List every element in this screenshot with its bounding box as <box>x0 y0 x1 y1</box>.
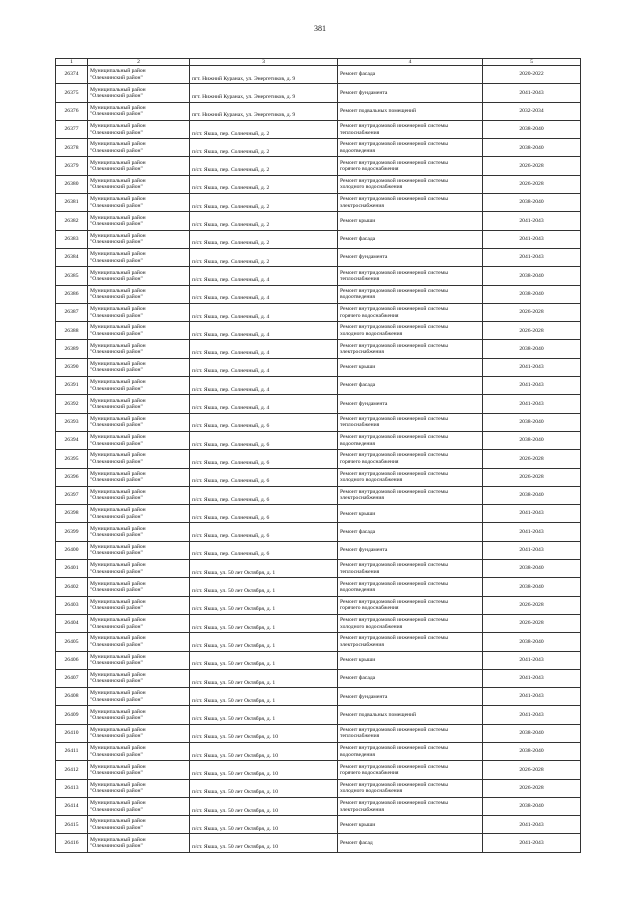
work-type-cell: Ремонт крыши <box>338 358 483 376</box>
period-cell: 2038-2040 <box>483 431 581 449</box>
period-cell: 2038-2040 <box>483 560 581 578</box>
row-number-cell: 26377 <box>56 120 88 138</box>
table-row <box>56 322 581 340</box>
district-cell: Муниципальный район "Олекминский район" <box>88 303 190 321</box>
district-cell: Муниципальный район "Олекминский район" <box>88 120 190 138</box>
row-number-cell: 26404 <box>56 614 88 632</box>
period-cell: 2026-2028 <box>483 450 581 468</box>
district-cell: Муниципальный район "Олекминский район" <box>88 157 190 175</box>
district-cell: Муниципальный район "Олекминский район" <box>88 450 190 468</box>
period-cell: 2038-2040 <box>483 724 581 742</box>
row-number-cell: 26385 <box>56 267 88 285</box>
address-cell: п/ст. Якша, ул. 50 лет Октября, д. 1 <box>190 633 338 651</box>
header-col-3: 3 <box>190 59 338 66</box>
work-type-cell: Ремонт фасада <box>338 230 483 248</box>
table-row <box>56 450 581 468</box>
row-number-cell: 26410 <box>56 724 88 742</box>
district-cell: Муниципальный район "Олекминский район" <box>88 560 190 578</box>
table-row <box>56 139 581 157</box>
table-row <box>56 761 581 779</box>
work-type-cell: Ремонт фундамента <box>338 541 483 559</box>
district-cell: Муниципальный район "Олекминский район" <box>88 102 190 120</box>
address-cell: п/ст. Якша, ул. 50 лет Октября, д. 1 <box>190 651 338 669</box>
district-cell: Муниципальный район "Олекминский район" <box>88 596 190 614</box>
period-cell: 2026-2028 <box>483 303 581 321</box>
work-type-cell: Ремонт внутридомовой инженерной системы электроснабжения <box>338 797 483 815</box>
period-cell: 2038-2040 <box>483 797 581 815</box>
table-row <box>56 102 581 120</box>
row-number-cell: 26412 <box>56 761 88 779</box>
address-cell: п/ст. Якша, пер. Солнечный, д. 2 <box>190 230 338 248</box>
address-cell: п/ст. Якша, пер. Солнечный, д. 4 <box>190 285 338 303</box>
period-cell: 2041-2043 <box>483 541 581 559</box>
address-cell: п/ст. Якша, ул. 50 лет Октября, д. 10 <box>190 816 338 834</box>
district-cell: Муниципальный район "Олекминский район" <box>88 194 190 212</box>
period-cell: 2041-2043 <box>483 358 581 376</box>
district-cell: Муниципальный район "Олекминский район" <box>88 212 190 230</box>
period-cell: 2038-2040 <box>483 285 581 303</box>
row-number-cell: 26402 <box>56 578 88 596</box>
table-row <box>56 431 581 449</box>
address-cell: п/ст. Якша, пер. Солнечный, д. 2 <box>190 157 338 175</box>
row-number-cell: 26397 <box>56 486 88 504</box>
period-cell: 2041-2043 <box>483 688 581 706</box>
work-type-cell: Ремонт фундамента <box>338 395 483 413</box>
period-cell: 2041-2043 <box>483 230 581 248</box>
row-number-cell: 26375 <box>56 84 88 102</box>
work-type-cell: Ремонт внутридомовой инженерной системы горячего водоснабжения <box>338 303 483 321</box>
period-cell: 2038-2040 <box>483 633 581 651</box>
table-row <box>56 358 581 376</box>
table-row <box>56 706 581 724</box>
row-number-cell: 26395 <box>56 450 88 468</box>
address-cell: п/ст. Якша, пер. Солнечный, д. 4 <box>190 322 338 340</box>
table-row <box>56 377 581 395</box>
period-cell: 2041-2043 <box>483 248 581 266</box>
period-cell: 2041-2043 <box>483 377 581 395</box>
address-cell: п/ст. Якша, ул. 50 лет Октября, д. 10 <box>190 834 338 852</box>
table-row <box>56 724 581 742</box>
address-cell: п/ст. Якша, пер. Солнечный, д. 6 <box>190 450 338 468</box>
table-row <box>56 395 581 413</box>
address-cell: п/ст. Якша, пер. Солнечный, д. 6 <box>190 413 338 431</box>
row-number-cell: 26374 <box>56 66 88 84</box>
table-row <box>56 505 581 523</box>
row-number-cell: 26381 <box>56 194 88 212</box>
work-type-cell: Ремонт фасада <box>338 66 483 84</box>
row-number-cell: 26394 <box>56 431 88 449</box>
period-cell: 2026-2028 <box>483 322 581 340</box>
district-cell: Муниципальный район "Олекминский район" <box>88 834 190 852</box>
address-cell: п/ст. Якша, пер. Солнечный, д. 4 <box>190 377 338 395</box>
row-number-cell: 26392 <box>56 395 88 413</box>
period-cell: 2038-2040 <box>483 578 581 596</box>
period-cell: 2026-2028 <box>483 468 581 486</box>
table-row <box>56 303 581 321</box>
address-cell: п/ст. Якша, пер. Солнечный, д. 6 <box>190 541 338 559</box>
district-cell: Муниципальный район "Олекминский район" <box>88 340 190 358</box>
work-type-cell: Ремонт внутридомовой инженерной системы горячего водоснабжения <box>338 157 483 175</box>
header-row <box>56 59 581 66</box>
address-cell: п/ст. Якша, пер. Солнечный, д. 2 <box>190 139 338 157</box>
table-row <box>56 633 581 651</box>
address-cell: п/ст. Якша, ул. 50 лет Октября, д. 1 <box>190 560 338 578</box>
period-cell: 2041-2043 <box>483 84 581 102</box>
table-row <box>56 66 581 84</box>
address-cell: п/ст. Якша, ул. 50 лет Октября, д. 10 <box>190 797 338 815</box>
row-number-cell: 26403 <box>56 596 88 614</box>
work-type-cell: Ремонт фасада <box>338 669 483 687</box>
work-type-cell: Ремонт внутридомовой инженерной системы теплоснабжения <box>338 267 483 285</box>
table-row <box>56 230 581 248</box>
work-type-cell: Ремонт внутридомовой инженерной системы водоотведения <box>338 139 483 157</box>
address-cell: п/ст. Якша, пер. Солнечный, д. 4 <box>190 395 338 413</box>
row-number-cell: 26416 <box>56 834 88 852</box>
period-cell: 2038-2040 <box>483 267 581 285</box>
row-number-cell: 26405 <box>56 633 88 651</box>
table-row <box>56 157 581 175</box>
table-row <box>56 614 581 632</box>
address-cell: п/ст. Якша, ул. 50 лет Октября, д. 1 <box>190 688 338 706</box>
address-cell: п/ст. Якша, пер. Солнечный, д. 6 <box>190 468 338 486</box>
district-cell: Муниципальный район "Олекминский район" <box>88 688 190 706</box>
row-number-cell: 26390 <box>56 358 88 376</box>
district-cell: Муниципальный район "Олекминский район" <box>88 248 190 266</box>
work-type-cell: Ремонт внутридомовой инженерной системы теплоснабжения <box>338 560 483 578</box>
row-number-cell: 26407 <box>56 669 88 687</box>
address-cell: п/ст. Якша, ул. 50 лет Октября, д. 1 <box>190 706 338 724</box>
work-type-cell: Ремонт внутридомовой инженерной системы горячего водоснабжения <box>338 450 483 468</box>
period-cell: 2041-2043 <box>483 816 581 834</box>
address-cell: п/ст. Якша, ул. 50 лет Октября, д. 10 <box>190 724 338 742</box>
district-cell: Муниципальный район "Олекминский район" <box>88 669 190 687</box>
table-row <box>56 742 581 760</box>
district-cell: Муниципальный район "Олекминский район" <box>88 358 190 376</box>
district-cell: Муниципальный район "Олекминский район" <box>88 175 190 193</box>
table-row <box>56 120 581 138</box>
row-number-cell: 26400 <box>56 541 88 559</box>
header-col-2: 2 <box>88 59 190 66</box>
work-type-cell: Ремонт внутридомовой инженерной системы водоотведения <box>338 578 483 596</box>
header-col-4: 4 <box>338 59 483 66</box>
work-type-cell: Ремонт фундамента <box>338 688 483 706</box>
work-type-cell: Ремонт внутридомовой инженерной системы электроснабжения <box>338 194 483 212</box>
district-cell: Муниципальный район "Олекминский район" <box>88 706 190 724</box>
district-cell: Муниципальный район "Олекминский район" <box>88 578 190 596</box>
address-cell: пгт. Нижний Куранах, ул. Энергетиков, д. 9 <box>190 66 338 84</box>
work-type-cell: Ремонт крыши <box>338 505 483 523</box>
address-cell: п/ст. Якша, пер. Солнечный, д. 6 <box>190 486 338 504</box>
district-cell: Муниципальный район "Олекминский район" <box>88 633 190 651</box>
district-cell: Муниципальный район "Олекминский район" <box>88 614 190 632</box>
table-row <box>56 541 581 559</box>
address-cell: п/ст. Якша, ул. 50 лет Октября, д. 10 <box>190 761 338 779</box>
district-cell: Муниципальный район "Олекминский район" <box>88 651 190 669</box>
district-cell: Муниципальный район "Олекминский район" <box>88 505 190 523</box>
district-cell: Муниципальный район "Олекминский район" <box>88 486 190 504</box>
header-col-5: 5 <box>483 59 581 66</box>
row-number-cell: 26379 <box>56 157 88 175</box>
district-cell: Муниципальный район "Олекминский район" <box>88 431 190 449</box>
period-cell: 2038-2040 <box>483 340 581 358</box>
page-number: 381 <box>314 24 326 33</box>
period-cell: 2041-2043 <box>483 651 581 669</box>
work-type-cell: Ремонт внутридомовой инженерной системы теплоснабжения <box>338 120 483 138</box>
period-cell: 2026-2028 <box>483 157 581 175</box>
work-type-cell: Ремонт внутридомовой инженерной системы электроснабжения <box>338 486 483 504</box>
address-cell: п/ст. Якша, пер. Солнечный, д. 2 <box>190 194 338 212</box>
period-cell: 2026-2028 <box>483 596 581 614</box>
table-row <box>56 688 581 706</box>
period-cell: 2026-2028 <box>483 779 581 797</box>
period-cell: 2026-2028 <box>483 614 581 632</box>
work-type-cell: Ремонт подвальных помещений <box>338 706 483 724</box>
district-cell: Муниципальный район "Олекминский район" <box>88 541 190 559</box>
work-type-cell: Ремонт крыши <box>338 212 483 230</box>
period-cell: 2041-2043 <box>483 669 581 687</box>
table-row <box>56 175 581 193</box>
district-cell: Муниципальный район "Олекминский район" <box>88 724 190 742</box>
work-type-cell: Ремонт внутридомовой инженерной системы горячего водоснабжения <box>338 596 483 614</box>
work-type-cell: Ремонт внутридомовой инженерной системы холодного водоснабжения <box>338 468 483 486</box>
works-table-container <box>55 58 580 853</box>
table-row <box>56 596 581 614</box>
address-cell: п/ст. Якша, пер. Солнечный, д. 4 <box>190 303 338 321</box>
row-number-cell: 26376 <box>56 102 88 120</box>
work-type-cell: Ремонт крыши <box>338 816 483 834</box>
period-cell: 2041-2043 <box>483 834 581 852</box>
address-cell: пгт. Нижний Куранах, ул. Энергетиков, д. 9 <box>190 84 338 102</box>
work-type-cell: Ремонт внутридомовой инженерной системы холодного водоснабжения <box>338 322 483 340</box>
work-type-cell: Ремонт крыши <box>338 651 483 669</box>
work-type-cell: Ремонт внутридомовой инженерной системы холодного водоснабжения <box>338 779 483 797</box>
period-cell: 2038-2040 <box>483 413 581 431</box>
period-cell: 2041-2043 <box>483 212 581 230</box>
table-row <box>56 212 581 230</box>
work-type-cell: Ремонт внутридомовой инженерной системы теплоснабжения <box>338 413 483 431</box>
district-cell: Муниципальный район "Олекминский район" <box>88 285 190 303</box>
work-type-cell: Ремонт фундамента <box>338 248 483 266</box>
row-number-cell: 26383 <box>56 230 88 248</box>
district-cell: Муниципальный район "Олекминский район" <box>88 377 190 395</box>
work-type-cell: Ремонт внутридомовой инженерной системы холодного водоснабжения <box>338 175 483 193</box>
work-type-cell: Ремонт фасад <box>338 834 483 852</box>
period-cell: 2041-2043 <box>483 706 581 724</box>
row-number-cell: 26414 <box>56 797 88 815</box>
district-cell: Муниципальный район "Олекминский район" <box>88 523 190 541</box>
district-cell: Муниципальный район "Олекминский район" <box>88 742 190 760</box>
district-cell: Муниципальный район "Олекминский район" <box>88 413 190 431</box>
table-body <box>56 66 581 853</box>
district-cell: Муниципальный район "Олекминский район" <box>88 816 190 834</box>
work-type-cell: Ремонт внутридомовой инженерной системы холодного водоснабжения <box>338 614 483 632</box>
work-type-cell: Ремонт внутридомовой инженерной системы водоотведения <box>338 742 483 760</box>
address-cell: п/ст. Якша, пер. Солнечный, д. 6 <box>190 431 338 449</box>
district-cell: Муниципальный район "Олекминский район" <box>88 761 190 779</box>
table-row <box>56 578 581 596</box>
row-number-cell: 26415 <box>56 816 88 834</box>
address-cell: п/ст. Якша, пер. Солнечный, д. 6 <box>190 505 338 523</box>
table-row <box>56 560 581 578</box>
address-cell: п/ст. Якша, ул. 50 лет Октября, д. 1 <box>190 578 338 596</box>
address-cell: пгт. Нижний Куранах, ул. Энергетиков, д. 9 <box>190 102 338 120</box>
address-cell: п/ст. Якша, пер. Солнечный, д. 2 <box>190 175 338 193</box>
table-row <box>56 651 581 669</box>
row-number-cell: 26382 <box>56 212 88 230</box>
table-row <box>56 779 581 797</box>
work-type-cell: Ремонт подвальных помещений <box>338 102 483 120</box>
work-type-cell: Ремонт внутридомовой инженерной системы горячего водоснабжения <box>338 761 483 779</box>
table-row <box>56 194 581 212</box>
table-header <box>56 59 581 66</box>
address-cell: п/ст. Якша, пер. Солнечный, д. 6 <box>190 523 338 541</box>
period-cell: 2032-2034 <box>483 102 581 120</box>
row-number-cell: 26398 <box>56 505 88 523</box>
row-number-cell: 26389 <box>56 340 88 358</box>
row-number-cell: 26413 <box>56 779 88 797</box>
address-cell: п/ст. Якша, ул. 50 лет Октября, д. 1 <box>190 596 338 614</box>
work-type-cell: Ремонт внутридомовой инженерной системы электроснабжения <box>338 340 483 358</box>
district-cell: Муниципальный район "Олекминский район" <box>88 84 190 102</box>
row-number-cell: 26391 <box>56 377 88 395</box>
row-number-cell: 26387 <box>56 303 88 321</box>
table-row <box>56 797 581 815</box>
address-cell: п/ст. Якша, пер. Солнечный, д. 4 <box>190 340 338 358</box>
row-number-cell: 26406 <box>56 651 88 669</box>
table-row <box>56 834 581 852</box>
row-number-cell: 26386 <box>56 285 88 303</box>
period-cell: 2020-2022 <box>483 66 581 84</box>
table-row <box>56 523 581 541</box>
district-cell: Муниципальный район "Олекминский район" <box>88 66 190 84</box>
work-type-cell: Ремонт фундамента <box>338 84 483 102</box>
district-cell: Муниципальный район "Олекминский район" <box>88 322 190 340</box>
row-number-cell: 26399 <box>56 523 88 541</box>
district-cell: Муниципальный район "Олекминский район" <box>88 779 190 797</box>
table-row <box>56 267 581 285</box>
row-number-cell: 26384 <box>56 248 88 266</box>
period-cell: 2038-2040 <box>483 139 581 157</box>
district-cell: Муниципальный район "Олекминский район" <box>88 797 190 815</box>
period-cell: 2041-2043 <box>483 505 581 523</box>
district-cell: Муниципальный район "Олекминский район" <box>88 230 190 248</box>
period-cell: 2038-2040 <box>483 486 581 504</box>
period-cell: 2026-2028 <box>483 761 581 779</box>
period-cell: 2041-2043 <box>483 523 581 541</box>
address-cell: п/ст. Якша, ул. 50 лет Октября, д. 10 <box>190 779 338 797</box>
period-cell: 2038-2040 <box>483 194 581 212</box>
row-number-cell: 26380 <box>56 175 88 193</box>
table-row <box>56 486 581 504</box>
table-row <box>56 84 581 102</box>
address-cell: п/ст. Якша, пер. Солнечный, д. 2 <box>190 120 338 138</box>
address-cell: п/ст. Якша, пер. Солнечный, д. 4 <box>190 358 338 376</box>
table-row <box>56 816 581 834</box>
work-type-cell: Ремонт внутридомовой инженерной системы водоотведения <box>338 431 483 449</box>
row-number-cell: 26411 <box>56 742 88 760</box>
address-cell: п/ст. Якша, ул. 50 лет Октября, д. 10 <box>190 742 338 760</box>
period-cell: 2026-2028 <box>483 175 581 193</box>
table-row <box>56 248 581 266</box>
address-cell: п/ст. Якша, пер. Солнечный, д. 2 <box>190 248 338 266</box>
work-type-cell: Ремонт фасада <box>338 377 483 395</box>
district-cell: Муниципальный район "Олекминский район" <box>88 139 190 157</box>
row-number-cell: 26378 <box>56 139 88 157</box>
table-row <box>56 285 581 303</box>
address-cell: п/ст. Якша, пер. Солнечный, д. 2 <box>190 212 338 230</box>
row-number-cell: 26388 <box>56 322 88 340</box>
table-row <box>56 669 581 687</box>
table-row <box>56 340 581 358</box>
address-cell: п/ст. Якша, ул. 50 лет Октября, д. 1 <box>190 614 338 632</box>
work-type-cell: Ремонт фасада <box>338 523 483 541</box>
row-number-cell: 26409 <box>56 706 88 724</box>
row-number-cell: 26401 <box>56 560 88 578</box>
row-number-cell: 26396 <box>56 468 88 486</box>
row-number-cell: 26393 <box>56 413 88 431</box>
works-table <box>55 58 581 853</box>
address-cell: п/ст. Якша, ул. 50 лет Октября, д. 1 <box>190 669 338 687</box>
table-row <box>56 468 581 486</box>
table-row <box>56 413 581 431</box>
address-cell: п/ст. Якша, пер. Солнечный, д. 4 <box>190 267 338 285</box>
period-cell: 2038-2040 <box>483 742 581 760</box>
period-cell: 2041-2043 <box>483 395 581 413</box>
header-col-1: 1 <box>56 59 88 66</box>
district-cell: Муниципальный район "Олекминский район" <box>88 468 190 486</box>
period-cell: 2038-2040 <box>483 120 581 138</box>
work-type-cell: Ремонт внутридомовой инженерной системы водоотведения <box>338 285 483 303</box>
row-number-cell: 26408 <box>56 688 88 706</box>
district-cell: Муниципальный район "Олекминский район" <box>88 267 190 285</box>
work-type-cell: Ремонт внутридомовой инженерной системы теплоснабжения <box>338 724 483 742</box>
work-type-cell: Ремонт внутридомовой инженерной системы электроснабжения <box>338 633 483 651</box>
district-cell: Муниципальный район "Олекминский район" <box>88 395 190 413</box>
